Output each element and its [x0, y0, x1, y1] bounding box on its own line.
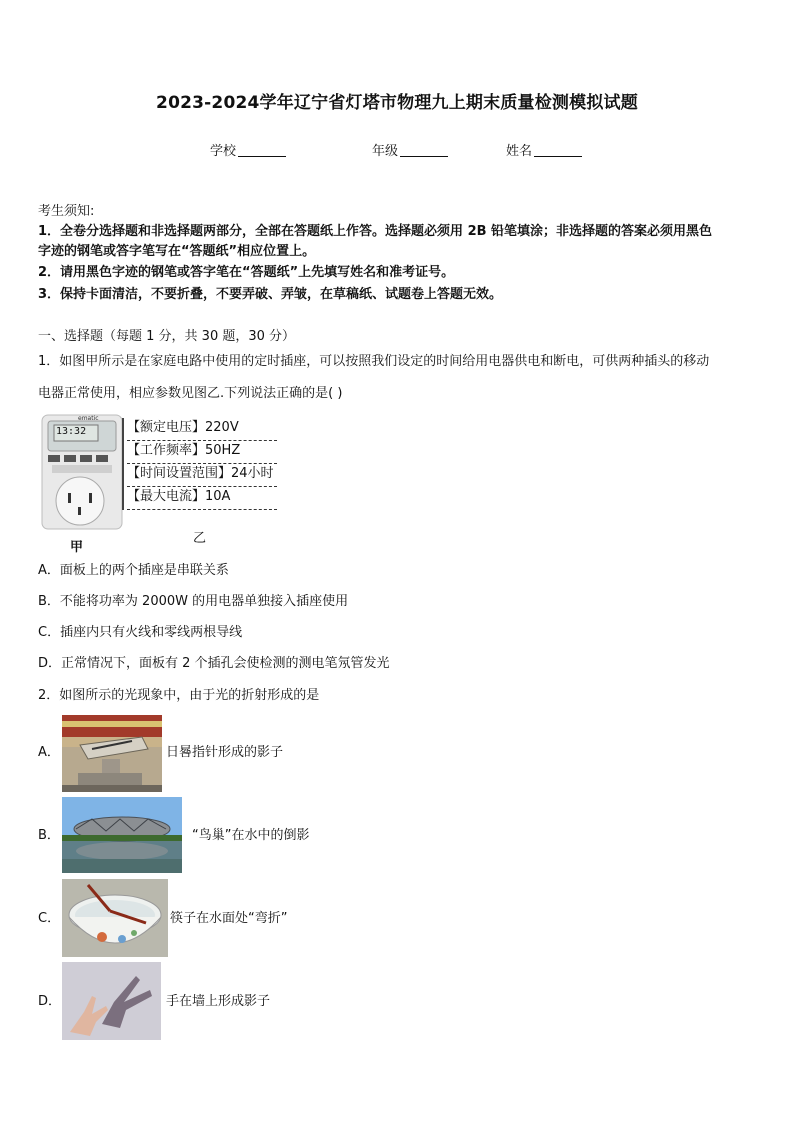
school-label: 学校 [210, 144, 237, 159]
notice-heading: 考生须知: [38, 204, 95, 219]
q1-option-c[interactable]: C．插座内只有火线和零线两根导线 [38, 625, 243, 640]
q2-option-c-letter[interactable]: C． [38, 911, 61, 926]
param-time-range: 【时间设置范围】24小时 [127, 464, 277, 487]
q2-option-a-text[interactable]: 日晷指针形成的影子 [166, 745, 284, 760]
section-heading: 一、选择题（每题 1 分，共 30 题，30 分） [38, 329, 296, 344]
notice-item-2: 2．请用黑色字迹的钢笔或答字笔在“答题纸”上先填写姓名和准考证号。 [38, 265, 455, 280]
chopsticks-bowl-photo [62, 879, 168, 957]
notice-item-1b: 字迹的钢笔或答字笔写在“答题纸”相应位置上。 [38, 244, 316, 259]
device-time-display: 13:32 [56, 426, 87, 437]
page-title: 2023-2024学年辽宁省灯塔市物理九上期末质量检测模拟试题 [156, 93, 638, 113]
param-max-current: 【最大电流】10A [127, 487, 277, 510]
q1-option-a[interactable]: A．面板上的两个插座是串联关系 [38, 563, 229, 578]
grade-label: 年级 [372, 144, 399, 159]
hand-shadow-photo [62, 962, 161, 1040]
q1-stem-line2: 电器正常使用，相应参数见图乙.下列说法正确的是( ) [38, 386, 343, 401]
figure-label-jia: 甲 [70, 540, 84, 555]
q2-option-d-text[interactable]: 手在墙上形成影子 [166, 994, 271, 1009]
grade-field[interactable] [372, 140, 448, 159]
q2-option-b-letter[interactable]: B． [38, 828, 60, 843]
school-field[interactable] [210, 140, 286, 159]
timer-socket-figure [40, 413, 124, 531]
school-blank[interactable] [238, 144, 286, 157]
q2-option-d-letter[interactable]: D． [38, 994, 62, 1009]
q2-option-a-letter[interactable]: A． [38, 745, 60, 760]
birds-nest-photo [62, 797, 182, 873]
q1-stem-line1: 1．如图甲所示是在家庭电路中使用的定时插座，可以按照我们设定的时间给用电器供电和断电，可供两种插头的移动 [38, 354, 710, 369]
param-voltage: 【额定电压】220V [127, 418, 277, 441]
param-table [122, 418, 277, 510]
param-frequency: 【工作频率】50HZ [127, 441, 277, 464]
name-label: 姓名 [506, 144, 533, 159]
figure-label-yi: 乙 [193, 531, 207, 546]
grade-blank[interactable] [400, 144, 448, 157]
q2-option-c-text[interactable]: 筷子在水面处“弯折” [170, 911, 288, 926]
device-brand: ematic [78, 415, 99, 422]
sundial-photo [62, 715, 162, 792]
notice-item-1a: 1．全卷分选择题和非选择题两部分，全部在答题纸上作答。选择题必须用 2B 铅笔填涂；非选择题的答案必须用黑色 [38, 224, 713, 239]
q2-stem: 2．如图所示的光现象中，由于光的折射形成的是 [38, 688, 320, 703]
name-blank[interactable] [534, 144, 582, 157]
q1-option-d[interactable]: D．正常情况下，面板有 2 个插孔会使检测的测电笔氖管发光 [38, 656, 390, 671]
q1-option-b[interactable]: B．不能将功率为 2000W 的用电器单独接入插座使用 [38, 594, 349, 609]
notice-item-3: 3．保持卡面清洁，不要折叠，不要弄破、弄皱，在草稿纸、试题卷上答题无效。 [38, 287, 503, 302]
name-field[interactable] [506, 140, 582, 159]
q2-option-b-text[interactable]: “鸟巢”在水中的倒影 [192, 828, 310, 843]
